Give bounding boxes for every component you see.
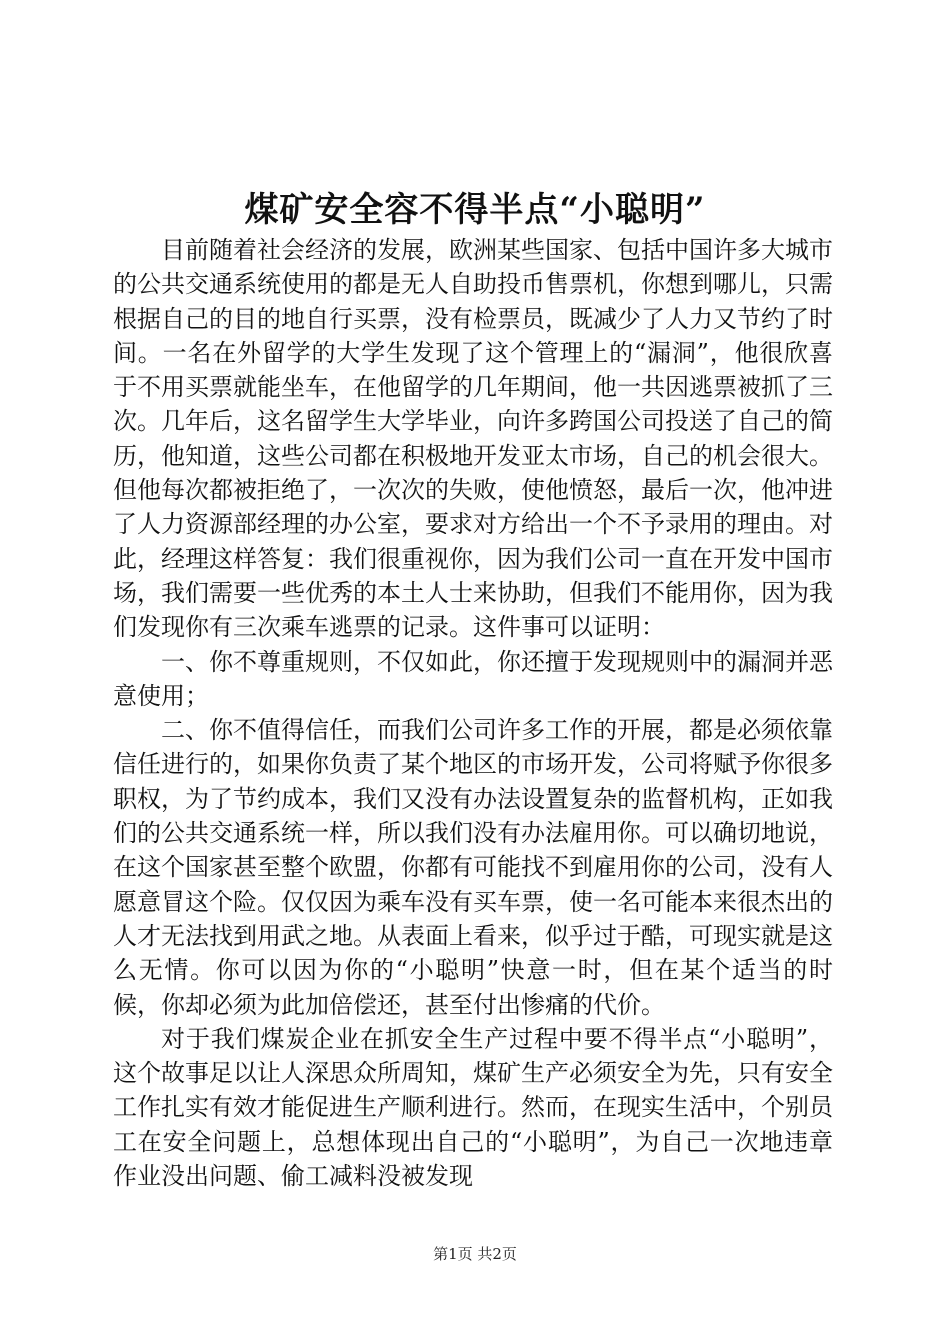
document-title: 煤矿安全容不得半点“小聪明”: [244, 190, 706, 230]
paragraph-story: 目前随着社会经济的发展，欧洲某些国家、包括中国许多大城市的公共交通系统使用的都是无人自助投币售票机，你想到哪儿，只需根据自己的目的地自行买票，没有检票员，既减少了人力又节约了时间。一名在外留学的大学生发现了这个管理上的“漏洞”，他很欣喜于不用买票就能坐车，在他留学的几年期间，他一共因逃票被抓了三次。几年后，这名留学生大学毕业，向许多跨国公司投送了自己的简历，他知道，这些公司都在积极地开发亚太市场，自己的机会很大。但他每次都被拒绝了，一次次的失败，使他愤怒，最后一次，他冲进了人力资源部经理的办公室，要求对方给出一个不予录用的理由。对此，经理这样答复：我们很重视你，因为我们公司一直在开发中国市场，我们需要一些优秀的本土人士来协助，但我们不能用你，因为我们发现你有三次乘车逃票的记录。这件事可以证明：: [113, 236, 833, 642]
paragraph-conclusion: 对于我们煤炭企业在抓安全生产过程中要不得半点“小聪明”，这个故事足以让人深思众所周知，煤矿生产必须安全为先，只有安全工作扎实有效才能促进生产顺利进行。然而，在现实生活中，个别员工在安全问题上，总想体现出自己的“小聪明”，为自己一次地违章作业没出问题、偷工减料没被发现: [113, 1024, 833, 1191]
page-number: 第1页 共2页: [433, 1245, 517, 1263]
document-body: [113, 233, 833, 1193]
paragraph-point-one: 一、你不尊重规则，不仅如此，你还擅于发现规则中的漏洞并恶意使用；: [113, 647, 833, 710]
paragraph-point-two: 二、你不值得信任，而我们公司许多工作的开展，都是必须依靠信任进行的，如果你负责了某个地区的市场开发，公司将赋予你很多职权，为了节约成本，我们又没有办法设置复杂的监督机构，正如我们的公共交通系统一样，所以我们没有办法雇用你。可以确切地说，在这个国家甚至整个欧盟，你都有可能找不到雇用你的公司，没有人愿意冒这个险。仅仅因为乘车没有买车票，使一名可能本来很杰出的人才无法找到用武之地。从表面上看来，似乎过于酷，可现实就是这么无情。你可以因为你的“小聪明”快意一时，但在某个适当的时候，你却必须为此加倍偿还，甚至付出惨痛的代价。: [113, 716, 833, 1019]
